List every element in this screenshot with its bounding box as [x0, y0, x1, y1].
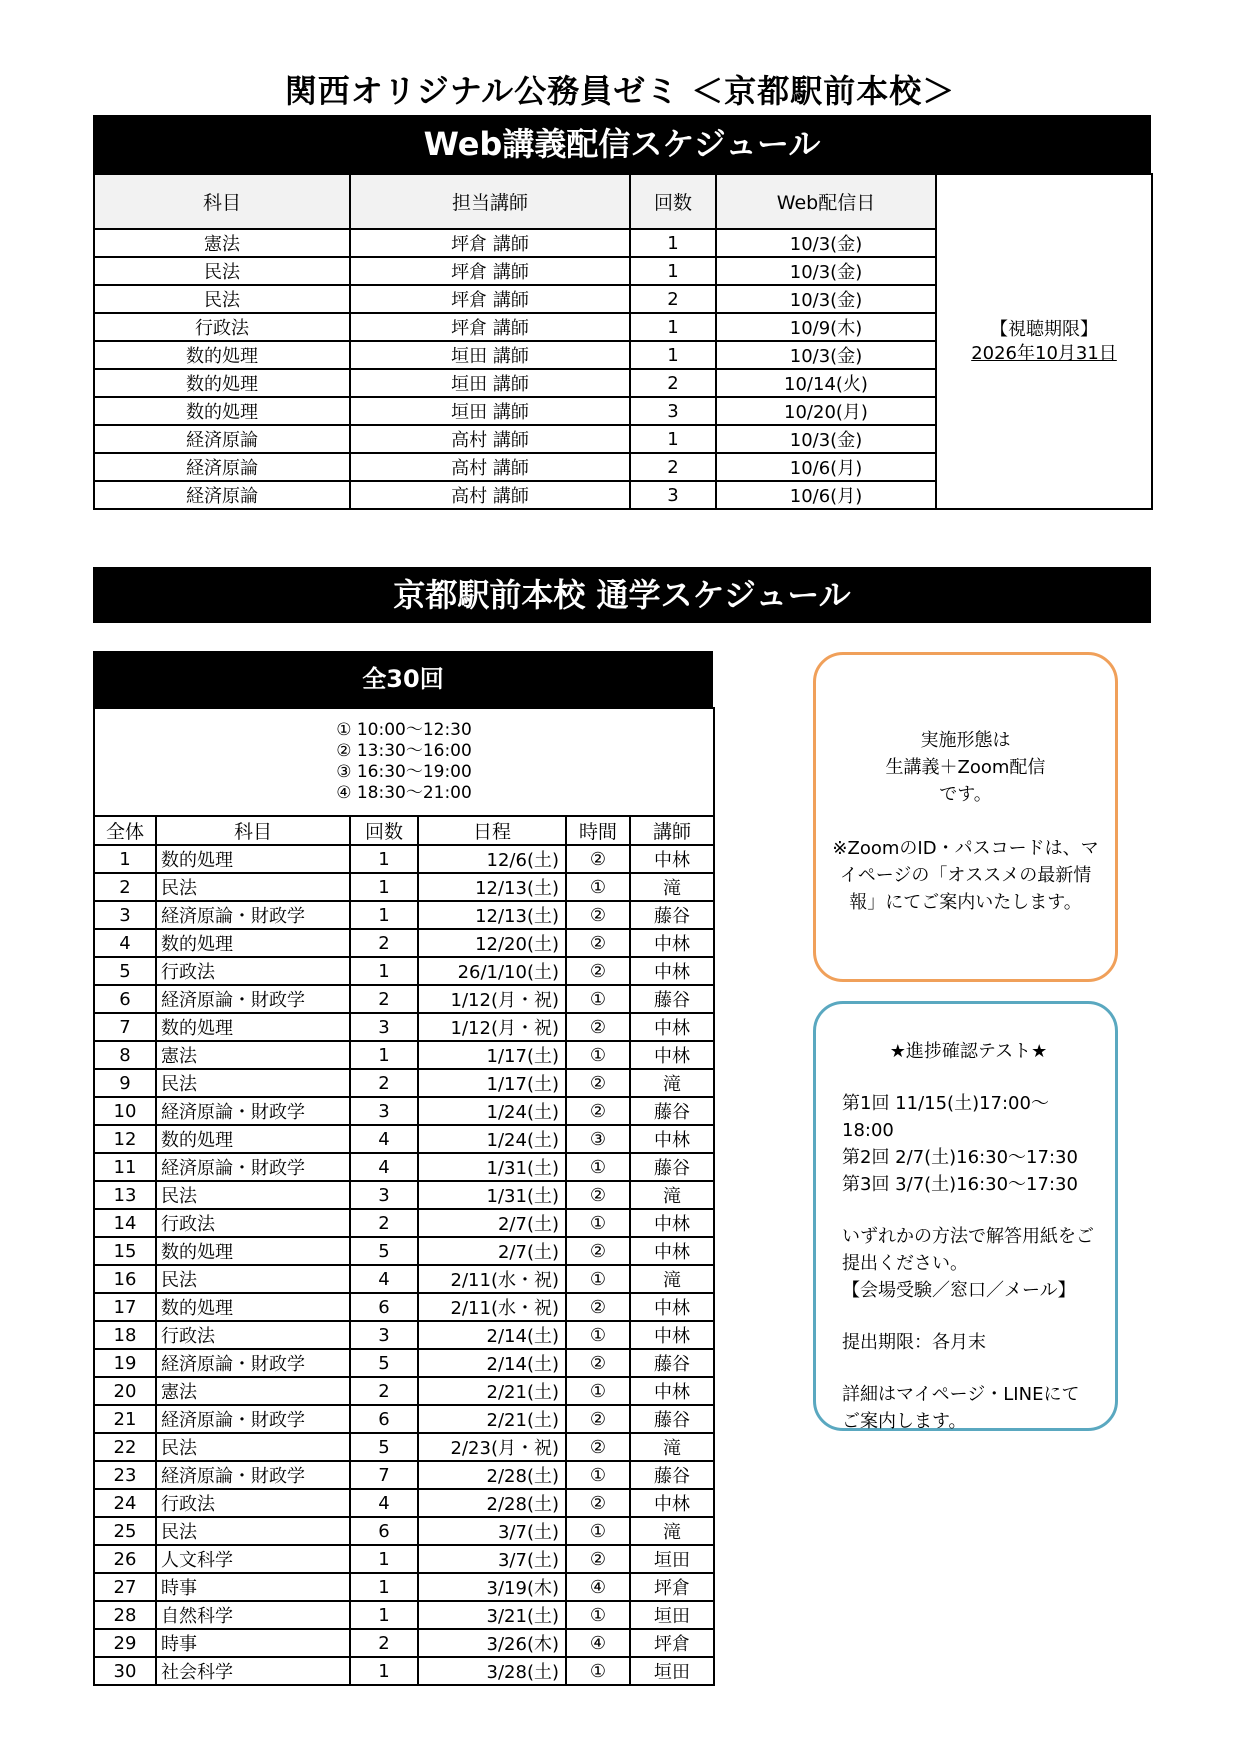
- overall-number-cell: 22: [94, 1433, 156, 1461]
- schedule-row: [94, 845, 714, 873]
- time-slot-cell: ②: [566, 1069, 630, 1097]
- date-cell: 1/12(月・祝): [418, 1013, 566, 1041]
- lecturer-cell: 藤谷: [630, 1153, 714, 1181]
- session-cell: 2: [350, 929, 418, 957]
- session-cell: 1: [350, 845, 418, 873]
- commute-header-row: [94, 816, 714, 845]
- subject-cell: 数的処理: [156, 1125, 350, 1153]
- web-lecturer-cell: 坪倉 講師: [350, 257, 630, 285]
- subject-cell: 行政法: [156, 1209, 350, 1237]
- commute-schedule-table: [93, 707, 715, 1686]
- overall-number-cell: 13: [94, 1181, 156, 1209]
- commute-schedule-banner: 京都駅前本校 通学スケジュール: [93, 567, 1151, 623]
- subject-cell: 民法: [156, 1517, 350, 1545]
- lecturer-cell: 滝: [630, 1517, 714, 1545]
- web-header-date: Web配信日: [716, 174, 936, 229]
- schedule-row: [94, 1405, 714, 1433]
- subject-cell: 社会科学: [156, 1657, 350, 1685]
- web-header-subject: 科目: [94, 174, 350, 229]
- web-session-cell: 1: [630, 341, 716, 369]
- session-cell: 7: [350, 1461, 418, 1489]
- web-subject-cell: 数的処理: [94, 369, 350, 397]
- web-date-cell: 10/3(金): [716, 341, 936, 369]
- date-cell: 2/28(土): [418, 1489, 566, 1517]
- lecturer-cell: 中林: [630, 1377, 714, 1405]
- lecturer-cell: 中林: [630, 929, 714, 957]
- web-header-session: 回数: [630, 174, 716, 229]
- web-session-cell: 1: [630, 425, 716, 453]
- date-cell: 12/13(土): [418, 873, 566, 901]
- overall-number-cell: 29: [94, 1629, 156, 1657]
- schedule-row: [94, 1097, 714, 1125]
- lecturer-cell: 藤谷: [630, 1097, 714, 1125]
- date-cell: 1/31(土): [418, 1153, 566, 1181]
- schedule-row: [94, 929, 714, 957]
- web-date-cell: 10/3(金): [716, 229, 936, 257]
- date-cell: 2/11(水・祝): [418, 1293, 566, 1321]
- schedule-row: [94, 1153, 714, 1181]
- date-cell: 1/24(土): [418, 1125, 566, 1153]
- web-subject-cell: 数的処理: [94, 397, 350, 425]
- lecturer-cell: 滝: [630, 1265, 714, 1293]
- web-subject-cell: 経済原論: [94, 425, 350, 453]
- subject-cell: 数的処理: [156, 1237, 350, 1265]
- overall-number-cell: 4: [94, 929, 156, 957]
- web-session-cell: 1: [630, 257, 716, 285]
- date-cell: 2/28(土): [418, 1461, 566, 1489]
- viewing-period: [936, 174, 1152, 509]
- session-cell: 3: [350, 1097, 418, 1125]
- web-schedule-table: [93, 173, 1153, 510]
- web-date-cell: 10/3(金): [716, 285, 936, 313]
- schedule-row: [94, 1629, 714, 1657]
- time-slots: [94, 708, 714, 816]
- test-date: 第3回 3/7(土)16:30～17:30: [842, 1174, 1078, 1195]
- web-session-cell: 2: [630, 285, 716, 313]
- time-slot-cell: ①: [566, 1209, 630, 1237]
- date-cell: 2/14(土): [418, 1349, 566, 1377]
- time-slot: ③ 16:30～19:00: [336, 762, 472, 782]
- time-slot-cell: ②: [566, 957, 630, 985]
- overall-number-cell: 30: [94, 1657, 156, 1685]
- date-cell: 2/21(土): [418, 1405, 566, 1433]
- schedule-row: [94, 1013, 714, 1041]
- session-cell: 2: [350, 1069, 418, 1097]
- date-cell: 1/17(土): [418, 1069, 566, 1097]
- time-slot-cell: ②: [566, 1181, 630, 1209]
- schedule-row: [94, 1461, 714, 1489]
- web-session-cell: 3: [630, 397, 716, 425]
- date-cell: 1/31(土): [418, 1181, 566, 1209]
- time-slot: ④ 18:30～21:00: [336, 783, 472, 803]
- session-cell: 2: [350, 1629, 418, 1657]
- time-slot-cell: ④: [566, 1573, 630, 1601]
- time-slot-cell: ②: [566, 1293, 630, 1321]
- subject-cell: 数的処理: [156, 929, 350, 957]
- time-slot-cell: ①: [566, 1265, 630, 1293]
- date-cell: 1/17(土): [418, 1041, 566, 1069]
- schedule-row: [94, 1265, 714, 1293]
- lecturer-cell: 中林: [630, 1209, 714, 1237]
- test-title: ★進捗確認テスト★: [889, 1041, 1048, 1062]
- date-cell: 2/23(月・祝): [418, 1433, 566, 1461]
- subject-cell: 数的処理: [156, 845, 350, 873]
- overall-number-cell: 25: [94, 1517, 156, 1545]
- lecturer-cell: 藤谷: [630, 901, 714, 929]
- web-date-cell: 10/6(月): [716, 453, 936, 481]
- subject-cell: 民法: [156, 873, 350, 901]
- session-cell: 4: [350, 1265, 418, 1293]
- schedule-row: [94, 1125, 714, 1153]
- session-cell: 2: [350, 985, 418, 1013]
- subject-cell: 民法: [156, 1069, 350, 1097]
- web-session-cell: 1: [630, 313, 716, 341]
- time-slot-cell: ②: [566, 1433, 630, 1461]
- session-cell: 2: [350, 1377, 418, 1405]
- overall-number-cell: 6: [94, 985, 156, 1013]
- detail-note: 詳細はマイページ・LINEにてご案内します。: [842, 1384, 1080, 1432]
- schedule-row: [94, 1601, 714, 1629]
- schedule-row: [94, 1433, 714, 1461]
- time-slot-cell: ①: [566, 1321, 630, 1349]
- overall-number-cell: 15: [94, 1237, 156, 1265]
- web-date-cell: 10/9(木): [716, 313, 936, 341]
- lecturer-cell: 坪倉: [630, 1629, 714, 1657]
- schedule-row: [94, 901, 714, 929]
- header-date: 日程: [418, 816, 566, 845]
- subject-cell: 経済原論・財政学: [156, 985, 350, 1013]
- header-overall: 全体: [94, 816, 156, 845]
- overall-number-cell: 23: [94, 1461, 156, 1489]
- web-lecturer-cell: 垣田 講師: [350, 397, 630, 425]
- zoom-note: ※ZoomのID・パスコードは、マイページの「オススメの最新情報」にてご案内いたします。: [832, 838, 1099, 913]
- web-lecturer-cell: 高村 講師: [350, 425, 630, 453]
- time-slot-cell: ①: [566, 1041, 630, 1069]
- lecturer-cell: 藤谷: [630, 1349, 714, 1377]
- web-subject-cell: 数的処理: [94, 341, 350, 369]
- lecturer-cell: 中林: [630, 1489, 714, 1517]
- time-slots-row: [94, 708, 714, 816]
- time-slot-cell: ①: [566, 1601, 630, 1629]
- time-slot-cell: ②: [566, 845, 630, 873]
- session-cell: 1: [350, 1041, 418, 1069]
- session-cell: 1: [350, 873, 418, 901]
- date-cell: 3/7(土): [418, 1545, 566, 1573]
- time-slot-cell: ①: [566, 873, 630, 901]
- schedule-row: [94, 1573, 714, 1601]
- time-slot-cell: ①: [566, 1461, 630, 1489]
- session-cell: 3: [350, 1181, 418, 1209]
- session-cell: 4: [350, 1489, 418, 1517]
- web-lecturer-cell: 高村 講師: [350, 453, 630, 481]
- web-lecturer-cell: 坪倉 講師: [350, 313, 630, 341]
- header-time: 時間: [566, 816, 630, 845]
- subject-cell: 時事: [156, 1629, 350, 1657]
- web-subject-cell: 行政法: [94, 313, 350, 341]
- overall-number-cell: 10: [94, 1097, 156, 1125]
- subject-cell: 経済原論・財政学: [156, 1097, 350, 1125]
- lecturer-cell: 中林: [630, 1237, 714, 1265]
- date-cell: 2/11(水・祝): [418, 1265, 566, 1293]
- subject-cell: 民法: [156, 1265, 350, 1293]
- web-session-cell: 2: [630, 369, 716, 397]
- overall-number-cell: 5: [94, 957, 156, 985]
- session-cell: 3: [350, 1321, 418, 1349]
- time-slot-cell: ②: [566, 1097, 630, 1125]
- page-title: 関西オリジナル公務員ゼミ ＜京都駅前本校＞: [284, 72, 956, 110]
- web-date-cell: 10/20(月): [716, 397, 936, 425]
- web-lecturer-cell: 垣田 講師: [350, 369, 630, 397]
- schedule-row: [94, 1237, 714, 1265]
- date-cell: 3/7(土): [418, 1517, 566, 1545]
- lecturer-cell: 垣田: [630, 1545, 714, 1573]
- web-header-lecturer: 担当講師: [350, 174, 630, 229]
- lecturer-cell: 中林: [630, 1125, 714, 1153]
- subject-cell: 民法: [156, 1433, 350, 1461]
- format-line: 実施形態は: [920, 730, 1011, 751]
- subject-cell: 行政法: [156, 957, 350, 985]
- header-lecturer: 講師: [630, 816, 714, 845]
- lecturer-cell: 坪倉: [630, 1573, 714, 1601]
- header-subject: 科目: [156, 816, 350, 845]
- time-slot-cell: ②: [566, 1013, 630, 1041]
- lecturer-cell: 中林: [630, 957, 714, 985]
- format-line: です。: [939, 784, 992, 805]
- date-cell: 12/6(土): [418, 845, 566, 873]
- time-slot-cell: ②: [566, 1489, 630, 1517]
- web-date-cell: 10/3(金): [716, 425, 936, 453]
- overall-number-cell: 20: [94, 1377, 156, 1405]
- schedule-row: [94, 1181, 714, 1209]
- submit-deadline: 提出期限：各月末: [842, 1332, 986, 1353]
- date-cell: 3/21(土): [418, 1601, 566, 1629]
- web-subject-cell: 民法: [94, 285, 350, 313]
- time-slot-cell: ②: [566, 1349, 630, 1377]
- subject-cell: 憲法: [156, 1041, 350, 1069]
- date-cell: 2/21(土): [418, 1377, 566, 1405]
- schedule-row: [94, 1321, 714, 1349]
- session-cell: 3: [350, 1013, 418, 1041]
- subject-cell: 民法: [156, 1181, 350, 1209]
- overall-number-cell: 14: [94, 1209, 156, 1237]
- session-cell: 4: [350, 1153, 418, 1181]
- lecturer-cell: 中林: [630, 845, 714, 873]
- overall-number-cell: 11: [94, 1153, 156, 1181]
- lecturer-cell: 中林: [630, 1321, 714, 1349]
- web-header-row: [94, 174, 1152, 229]
- schedule-row: [94, 1489, 714, 1517]
- lecturer-cell: 中林: [630, 1293, 714, 1321]
- test-date: 第2回 2/7(土)16:30～17:30: [842, 1147, 1078, 1168]
- overall-number-cell: 8: [94, 1041, 156, 1069]
- schedule-row: [94, 1377, 714, 1405]
- schedule-row: [94, 1517, 714, 1545]
- subject-cell: 時事: [156, 1573, 350, 1601]
- subject-cell: 数的処理: [156, 1293, 350, 1321]
- date-cell: 3/28(土): [418, 1657, 566, 1685]
- web-session-cell: 3: [630, 481, 716, 509]
- submit-methods: 【会場受験／窓口／メール】: [842, 1280, 1076, 1301]
- lecturer-cell: 滝: [630, 1433, 714, 1461]
- time-slot-cell: ②: [566, 929, 630, 957]
- schedule-row: [94, 957, 714, 985]
- overall-number-cell: 24: [94, 1489, 156, 1517]
- web-lecturer-cell: 高村 講師: [350, 481, 630, 509]
- web-subject-cell: 経済原論: [94, 453, 350, 481]
- session-cell: 1: [350, 1545, 418, 1573]
- overall-number-cell: 28: [94, 1601, 156, 1629]
- subject-cell: 人文科学: [156, 1545, 350, 1573]
- subject-cell: 経済原論・財政学: [156, 1349, 350, 1377]
- lecturer-cell: 滝: [630, 1069, 714, 1097]
- time-slot-cell: ①: [566, 1657, 630, 1685]
- overall-number-cell: 27: [94, 1573, 156, 1601]
- overall-number-cell: 17: [94, 1293, 156, 1321]
- header-session: 回数: [350, 816, 418, 845]
- time-slot-cell: ①: [566, 985, 630, 1013]
- overall-number-cell: 7: [94, 1013, 156, 1041]
- lecturer-cell: 垣田: [630, 1601, 714, 1629]
- subject-cell: 経済原論・財政学: [156, 901, 350, 929]
- schedule-row: [94, 1293, 714, 1321]
- session-cell: 5: [350, 1433, 418, 1461]
- date-cell: 12/13(土): [418, 901, 566, 929]
- web-lecturer-cell: 坪倉 講師: [350, 285, 630, 313]
- time-slot: ② 13:30～16:00: [336, 741, 472, 761]
- subject-cell: 行政法: [156, 1321, 350, 1349]
- subject-cell: 憲法: [156, 1377, 350, 1405]
- session-cell: 6: [350, 1405, 418, 1433]
- time-slot-cell: ②: [566, 901, 630, 929]
- lecturer-cell: 垣田: [630, 1657, 714, 1685]
- overall-number-cell: 16: [94, 1265, 156, 1293]
- session-cell: 2: [350, 1209, 418, 1237]
- subject-cell: 経済原論・財政学: [156, 1405, 350, 1433]
- date-cell: 2/14(土): [418, 1321, 566, 1349]
- web-lecturer-cell: 垣田 講師: [350, 341, 630, 369]
- session-cell: 1: [350, 957, 418, 985]
- progress-test-box: [813, 1001, 1118, 1431]
- subject-cell: 行政法: [156, 1489, 350, 1517]
- web-schedule-banner: Web講義配信スケジュール: [93, 115, 1151, 173]
- viewing-period-label: 【視聴期限】: [990, 318, 1098, 340]
- overall-number-cell: 12: [94, 1125, 156, 1153]
- session-cell: 1: [350, 901, 418, 929]
- schedule-row: [94, 1349, 714, 1377]
- session-cell: 6: [350, 1293, 418, 1321]
- date-cell: 3/26(木): [418, 1629, 566, 1657]
- web-date-cell: 10/14(火): [716, 369, 936, 397]
- overall-number-cell: 18: [94, 1321, 156, 1349]
- web-subject-cell: 憲法: [94, 229, 350, 257]
- date-cell: 26/1/10(土): [418, 957, 566, 985]
- delivery-format-box: [813, 652, 1118, 982]
- lecturer-cell: 滝: [630, 873, 714, 901]
- web-subject-cell: 民法: [94, 257, 350, 285]
- lecturer-cell: 中林: [630, 1013, 714, 1041]
- submit-instruction: いずれかの方法で解答用紙をご提出ください。: [842, 1226, 1094, 1274]
- web-lecturer-cell: 坪倉 講師: [350, 229, 630, 257]
- time-slot-cell: ④: [566, 1629, 630, 1657]
- date-cell: 3/19(木): [418, 1573, 566, 1601]
- format-line: 生講義＋Zoom配信: [885, 757, 1046, 778]
- session-cell: 1: [350, 1657, 418, 1685]
- web-session-cell: 2: [630, 453, 716, 481]
- schedule-row: [94, 1041, 714, 1069]
- time-slot-cell: ③: [566, 1125, 630, 1153]
- time-slot-cell: ②: [566, 1405, 630, 1433]
- schedule-row: [94, 1069, 714, 1097]
- time-slot-cell: ②: [566, 1545, 630, 1573]
- overall-number-cell: 9: [94, 1069, 156, 1097]
- schedule-row: [94, 873, 714, 901]
- overall-number-cell: 3: [94, 901, 156, 929]
- overall-number-cell: 2: [94, 873, 156, 901]
- lecturer-cell: 藤谷: [630, 1405, 714, 1433]
- time-slot-cell: ②: [566, 1237, 630, 1265]
- time-slot-cell: ①: [566, 1517, 630, 1545]
- session-cell: 4: [350, 1125, 418, 1153]
- schedule-row: [94, 985, 714, 1013]
- time-slot-cell: ①: [566, 1153, 630, 1181]
- web-date-cell: 10/3(金): [716, 257, 936, 285]
- overall-number-cell: 21: [94, 1405, 156, 1433]
- overall-number-cell: 19: [94, 1349, 156, 1377]
- total-sessions-banner: 全30回: [93, 651, 713, 707]
- subject-cell: 経済原論・財政学: [156, 1153, 350, 1181]
- session-cell: 1: [350, 1573, 418, 1601]
- subject-cell: 経済原論・財政学: [156, 1461, 350, 1489]
- date-cell: 2/7(土): [418, 1237, 566, 1265]
- session-cell: 5: [350, 1349, 418, 1377]
- test-date: 第1回 11/15(土)17:00～18:00: [842, 1093, 1049, 1141]
- lecturer-cell: 中林: [630, 1041, 714, 1069]
- date-cell: 12/20(土): [418, 929, 566, 957]
- schedule-row: [94, 1209, 714, 1237]
- web-date-cell: 10/6(月): [716, 481, 936, 509]
- session-cell: 1: [350, 1601, 418, 1629]
- web-session-cell: 1: [630, 229, 716, 257]
- overall-number-cell: 26: [94, 1545, 156, 1573]
- date-cell: 1/12(月・祝): [418, 985, 566, 1013]
- date-cell: 1/24(土): [418, 1097, 566, 1125]
- lecturer-cell: 藤谷: [630, 1461, 714, 1489]
- viewing-period-date: 2026年10月31日: [971, 342, 1117, 364]
- web-subject-cell: 経済原論: [94, 481, 350, 509]
- lecturer-cell: 滝: [630, 1181, 714, 1209]
- time-slot-cell: ①: [566, 1377, 630, 1405]
- subject-cell: 自然科学: [156, 1601, 350, 1629]
- subject-cell: 数的処理: [156, 1013, 350, 1041]
- date-cell: 2/7(土): [418, 1209, 566, 1237]
- lecturer-cell: 藤谷: [630, 985, 714, 1013]
- schedule-row: [94, 1545, 714, 1573]
- session-cell: 5: [350, 1237, 418, 1265]
- schedule-row: [94, 1657, 714, 1685]
- session-cell: 6: [350, 1517, 418, 1545]
- time-slot: ① 10:00～12:30: [336, 720, 472, 740]
- overall-number-cell: 1: [94, 845, 156, 873]
